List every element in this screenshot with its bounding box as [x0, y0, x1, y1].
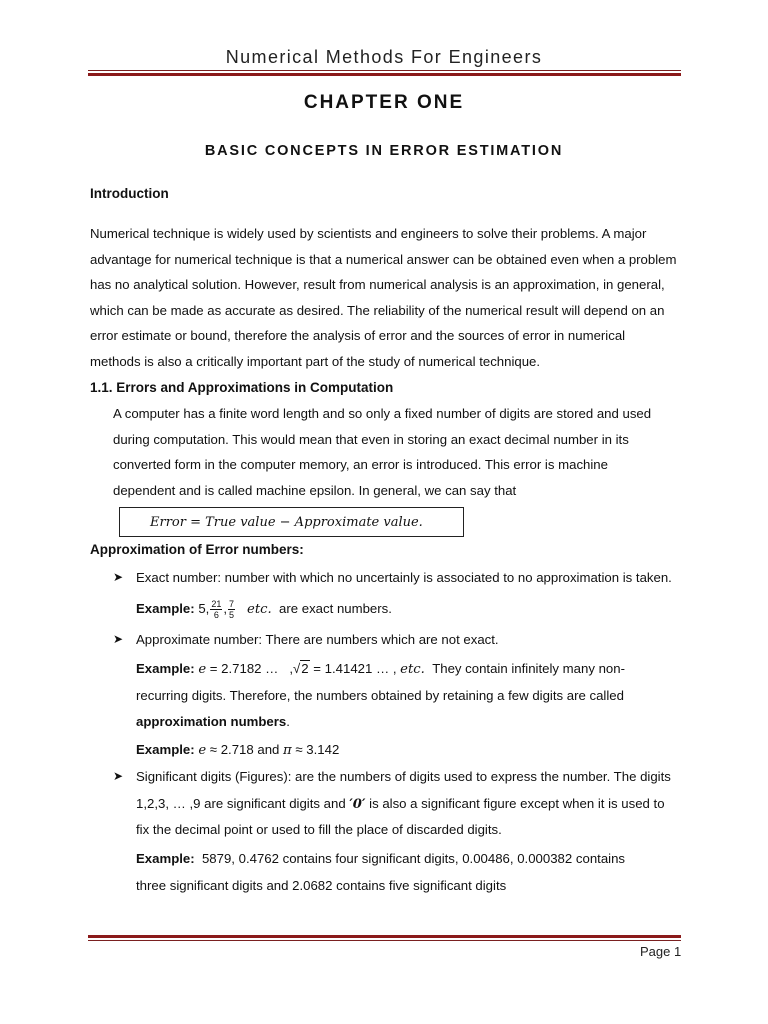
- example-label: Example:: [136, 851, 195, 866]
- arrow-bullet-icon: ➤: [113, 769, 124, 783]
- sqrt-value: = 1.41421 … ,: [313, 661, 397, 676]
- significant-line-3: fix the decimal point or used to fill the place of discarded digits.: [136, 822, 502, 837]
- example-label: Example:: [136, 601, 195, 616]
- fraction: [210, 599, 222, 620]
- e-symbol: e: [198, 662, 207, 677]
- exact-example: Example: 5, $\frac{21}{6}$ , $\frac{7}{5}$ etc. are exact numbers.: [136, 599, 392, 621]
- sqrt-argument: 2: [301, 661, 309, 676]
- running-header: Numerical Methods For Engineers: [225, 47, 543, 67]
- introduction-heading: Introduction: [90, 186, 169, 201]
- intro-line: error estimate or bound, therefore the analysis of error and the sources of error in numerical: [90, 328, 626, 343]
- section-1-1-heading: 1.1. Errors and Approximations in Computation: [90, 380, 394, 395]
- approximation-heading: Approximation of Error numbers:: [90, 542, 304, 557]
- header-rule-thin: [88, 70, 681, 71]
- e-approx-value: ≈ 2.718 and: [209, 742, 280, 757]
- example-label: Example:: [136, 742, 195, 757]
- bullet-text: Significant digits (Figures): are the numbers of digits used to express the number. The digits: [136, 769, 671, 784]
- fraction-denominator: 5: [229, 610, 235, 621]
- fraction-numerator: 21: [211, 599, 222, 610]
- header-rule-thick: [88, 73, 681, 76]
- significant-example: [136, 846, 681, 872]
- approx-example: Example: e = 2.7182 … ,√2 = 1.41421 … , etc. They contain infinitely many non-: [136, 661, 625, 677]
- example-suffix: are exact numbers.: [279, 601, 392, 616]
- pi-symbol: π: [283, 743, 292, 758]
- section-line: A computer has a finite word length and so only a fixed number of digits are stored and used: [113, 406, 652, 421]
- approx-line-3: [136, 709, 681, 735]
- error-formula-box: [119, 507, 464, 537]
- significant-example-text: 5879, 0.4762 contains four significant digits, 0.00486, 0.000382 contains: [201, 851, 626, 866]
- footer-rule-thick: [88, 935, 681, 938]
- section-title: BASIC CONCEPTS IN ERROR ESTIMATION: [204, 143, 564, 159]
- bullet-text: Exact number: number with which no uncertainly is associated to no approximation is taken.: [136, 570, 672, 585]
- section-line: dependent and is called machine epsilon. In general, we can say that: [113, 482, 517, 498]
- fraction-numerator: 7: [229, 599, 235, 610]
- intro-line: methods is also a critically important part of the study of numerical technique.: [90, 353, 541, 369]
- intro-line: Numerical technique is widely used by scientists and engineers to solve their problems. A major: [90, 226, 647, 241]
- significant-text: 1,2,3, … ,9 are significant digits and: [136, 796, 346, 811]
- bullet-text: Approximate number: There are numbers which are not exact.: [136, 632, 499, 647]
- chapter-title: CHAPTER ONE: [303, 92, 465, 113]
- significant-line-2: [136, 791, 681, 818]
- example-value: 5,: [198, 601, 210, 616]
- intro-line: which can be made as accurate as desired. The reliability of the numerical result will depend on an: [90, 302, 665, 318]
- fraction-denominator: 6: [213, 610, 219, 621]
- approx-line-rest: They contain infinitely many non-: [432, 661, 625, 676]
- page-number: Page 1: [640, 944, 682, 959]
- introduction-paragraph: [90, 221, 680, 374]
- intro-line: has no analytical solution. However, result from numerical analysis is an approximation, in general,: [90, 277, 665, 292]
- arrow-bullet-icon: ➤: [113, 632, 124, 646]
- significant-text: is also a significant figure except when it is used to: [369, 796, 665, 811]
- significant-example-line-2: three significant digits and 2.0682 contains five significant digits: [136, 878, 507, 893]
- e-symbol: e: [198, 743, 207, 758]
- e-value: = 2.7182 …: [209, 661, 279, 676]
- approximation-numbers-term: approximation numbers: [136, 714, 287, 729]
- pi-approx-value: ≈ 3.142: [295, 742, 340, 757]
- etc-text: etc.: [400, 662, 425, 677]
- error-formula: Error = True value − Approximate value.: [150, 514, 423, 530]
- etc-text: etc.: [247, 602, 272, 617]
- footer-rule-thin: [88, 940, 681, 941]
- arrow-bullet-icon: ➤: [113, 570, 124, 584]
- example-label: Example:: [136, 661, 195, 676]
- intro-line: advantage for numerical technique is that a numerical answer can be obtained even when a problem: [90, 251, 677, 267]
- section-line: converted form in the computer memory, an error is introduced. This error is machine: [113, 457, 608, 472]
- section-1-1-paragraph: [113, 401, 680, 503]
- approx-example-2: [136, 737, 681, 764]
- fraction: [228, 599, 235, 620]
- section-line: during computation. This would mean that even in storing an exact decimal number in its: [113, 431, 629, 447]
- zero-symbol: ′0′: [349, 797, 366, 812]
- approx-line-2: recurring digits. Therefore, the numbers obtained by retaining a few digits are called: [136, 688, 624, 703]
- period: .: [286, 714, 290, 729]
